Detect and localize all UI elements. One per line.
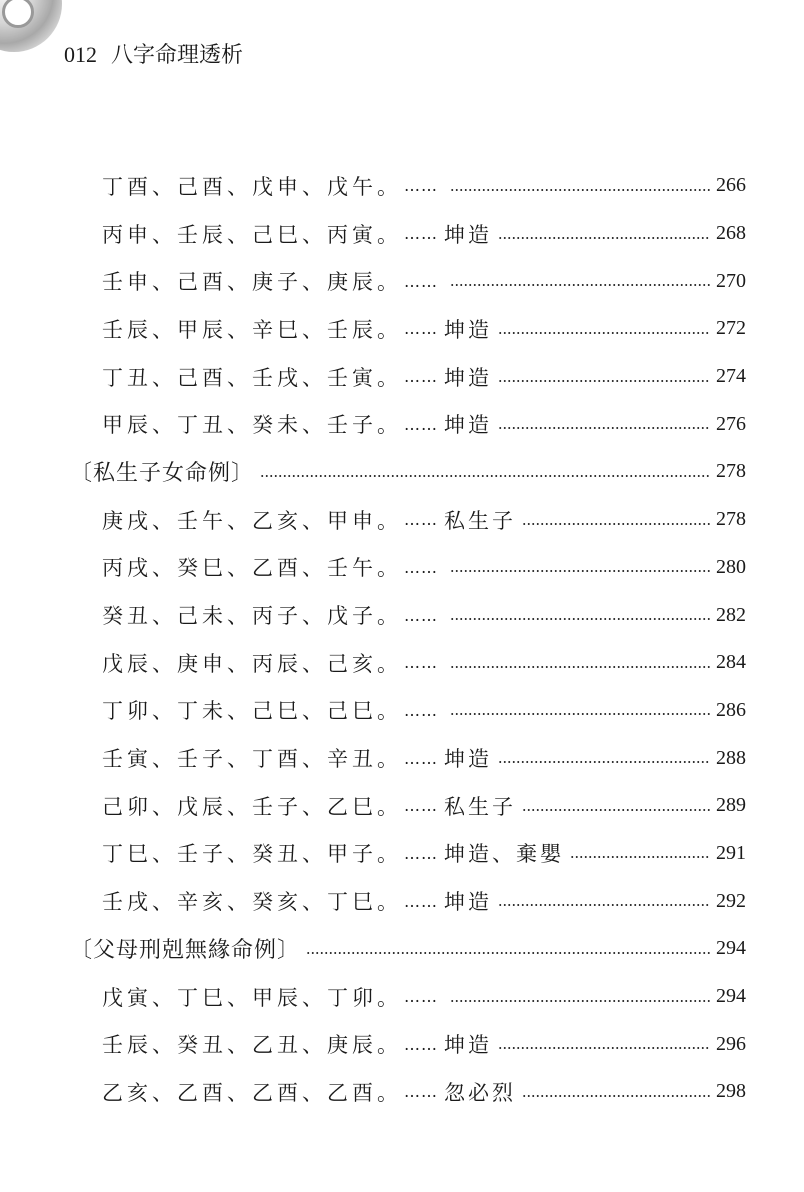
dot-leader (498, 761, 710, 763)
entry-note: 坤造 (444, 1033, 492, 1058)
section-page: 294 (716, 937, 746, 960)
toc-entry[interactable] (0, 257, 804, 305)
dot-leader (498, 332, 710, 334)
toc-entry[interactable] (0, 973, 804, 1021)
toc-entry[interactable] (0, 734, 804, 782)
dot-leader (522, 809, 710, 811)
entry-page: 286 (716, 698, 746, 721)
entry-leader: …… (404, 987, 438, 1007)
entry-page: 266 (716, 174, 746, 197)
entry-pillars: 戊寅、丁巳、甲辰、丁卯。 (102, 985, 402, 1010)
entry-note: 坤造 (444, 222, 492, 247)
entry-pillars: 庚戌、壬午、乙亥、甲申。 (102, 508, 402, 533)
entry-leader: …… (404, 224, 438, 244)
entry-leader: …… (404, 796, 438, 816)
entry-leader: …… (404, 605, 438, 625)
entry-leader: …… (404, 653, 438, 673)
section-page: 278 (716, 460, 746, 483)
entry-leader: …… (404, 367, 438, 387)
dot-leader (450, 284, 710, 286)
entry-leader: …… (404, 319, 438, 339)
entry-leader: …… (404, 700, 438, 720)
entry-page: 289 (716, 794, 746, 817)
entry-leader: …… (404, 891, 438, 911)
dot-leader (450, 666, 710, 668)
entry-page: 292 (716, 889, 746, 912)
dot-leader (498, 427, 710, 429)
entry-pillars: 丁丑、己酉、壬戌、壬寅。 (102, 365, 402, 390)
table-of-contents (0, 162, 804, 1116)
dot-leader (450, 570, 710, 572)
entry-pillars: 壬寅、壬子、丁酉、辛丑。 (102, 747, 402, 772)
entry-pillars: 壬辰、甲辰、辛巳、壬辰。 (102, 317, 402, 342)
section-title: 〔父母刑剋無緣命例〕 (70, 938, 301, 964)
dot-leader (306, 952, 710, 954)
corner-decoration (0, 0, 62, 52)
dot-leader (450, 618, 710, 620)
dot-leader (450, 1000, 710, 1002)
entry-pillars: 丙申、壬辰、己巳、丙寅。 (102, 222, 402, 247)
entry-leader: …… (404, 843, 438, 863)
entry-leader: …… (404, 414, 438, 434)
entry-leader: …… (404, 1082, 438, 1102)
running-head (64, 40, 243, 71)
entry-pillars: 甲辰、丁丑、癸未、壬子。 (102, 413, 402, 438)
entry-pillars: 乙亥、乙酉、乙酉、乙酉。 (102, 1080, 402, 1105)
entry-page: 288 (716, 746, 746, 769)
entry-note: 坤造 (444, 747, 492, 772)
dot-leader (498, 1047, 710, 1049)
entry-note: 坤造、棄嬰 (444, 842, 564, 867)
entry-pillars: 壬戌、辛亥、癸亥、丁巳。 (102, 890, 402, 915)
entry-note: 坤造 (444, 890, 492, 915)
dot-leader (498, 904, 710, 906)
dot-leader (498, 380, 710, 382)
entry-page: 270 (716, 269, 746, 292)
entry-note: 坤造 (444, 317, 492, 342)
entry-page: 268 (716, 222, 746, 245)
section-title: 〔私生子女命例〕 (70, 461, 255, 487)
toc-entry[interactable] (0, 400, 804, 448)
entry-pillars: 壬申、己酉、庚子、庚辰。 (102, 270, 402, 295)
entry-page: 278 (716, 508, 746, 531)
toc-entry[interactable] (0, 591, 804, 639)
dot-leader (260, 475, 710, 477)
entry-leader: …… (404, 271, 438, 291)
entry-leader: …… (404, 510, 438, 530)
entry-pillars: 己卯、戊辰、壬子、乙巳。 (102, 794, 402, 819)
entry-page: 280 (716, 555, 746, 578)
entry-page: 298 (716, 1080, 746, 1103)
entry-pillars: 癸丑、己未、丙子、戊子。 (102, 604, 402, 629)
toc-entry[interactable] (0, 1068, 804, 1116)
entry-note: 坤造 (444, 365, 492, 390)
book-title: 八字命理透析 (111, 43, 244, 68)
toc-entry[interactable] (0, 210, 804, 258)
toc-entry[interactable] (0, 305, 804, 353)
entry-pillars: 丁酉、己酉、戊申、戊午。 (102, 174, 402, 199)
toc-entry[interactable] (0, 782, 804, 830)
entry-page: 284 (716, 651, 746, 674)
entry-leader: …… (404, 748, 438, 768)
toc-entry[interactable] (0, 353, 804, 401)
dot-leader (498, 237, 710, 239)
entry-note: 忽必烈 (444, 1080, 516, 1105)
entry-pillars: 戊辰、庚申、丙辰、己亥。 (102, 651, 402, 676)
toc-entry[interactable] (0, 877, 804, 925)
entry-pillars: 丁卯、丁未、己巳、己巳。 (102, 699, 402, 724)
toc-entry[interactable] (0, 830, 804, 878)
entry-note: 私生子 (444, 508, 516, 533)
entry-pillars: 丁巳、壬子、癸丑、甲子。 (102, 842, 402, 867)
entry-note: 私生子 (444, 794, 516, 819)
page-number: 012 (64, 42, 97, 67)
entry-leader: …… (404, 1034, 438, 1054)
entry-page: 274 (716, 365, 746, 388)
toc-entry[interactable] (0, 496, 804, 544)
entry-page: 291 (716, 841, 746, 864)
entry-page: 294 (716, 985, 746, 1008)
entry-page: 296 (716, 1032, 746, 1055)
dot-leader (522, 523, 710, 525)
toc-section-heading[interactable] (0, 925, 804, 973)
toc-entry[interactable] (0, 162, 804, 210)
dot-leader (570, 856, 710, 858)
toc-entry[interactable] (0, 687, 804, 735)
toc-section-heading[interactable] (0, 448, 804, 496)
toc-entry[interactable] (0, 1020, 804, 1068)
dot-leader (522, 1095, 710, 1097)
dot-leader (450, 713, 710, 715)
entry-note: 坤造 (444, 413, 492, 438)
entry-leader: …… (404, 176, 438, 196)
toc-entry[interactable] (0, 639, 804, 687)
entry-page: 282 (716, 603, 746, 626)
toc-entry[interactable] (0, 544, 804, 592)
dot-leader (450, 189, 710, 191)
entry-leader: …… (404, 557, 438, 577)
entry-pillars: 壬辰、癸丑、乙丑、庚辰。 (102, 1033, 402, 1058)
entry-page: 276 (716, 412, 746, 435)
entry-pillars: 丙戌、癸巳、乙酉、壬午。 (102, 556, 402, 581)
entry-page: 272 (716, 317, 746, 340)
